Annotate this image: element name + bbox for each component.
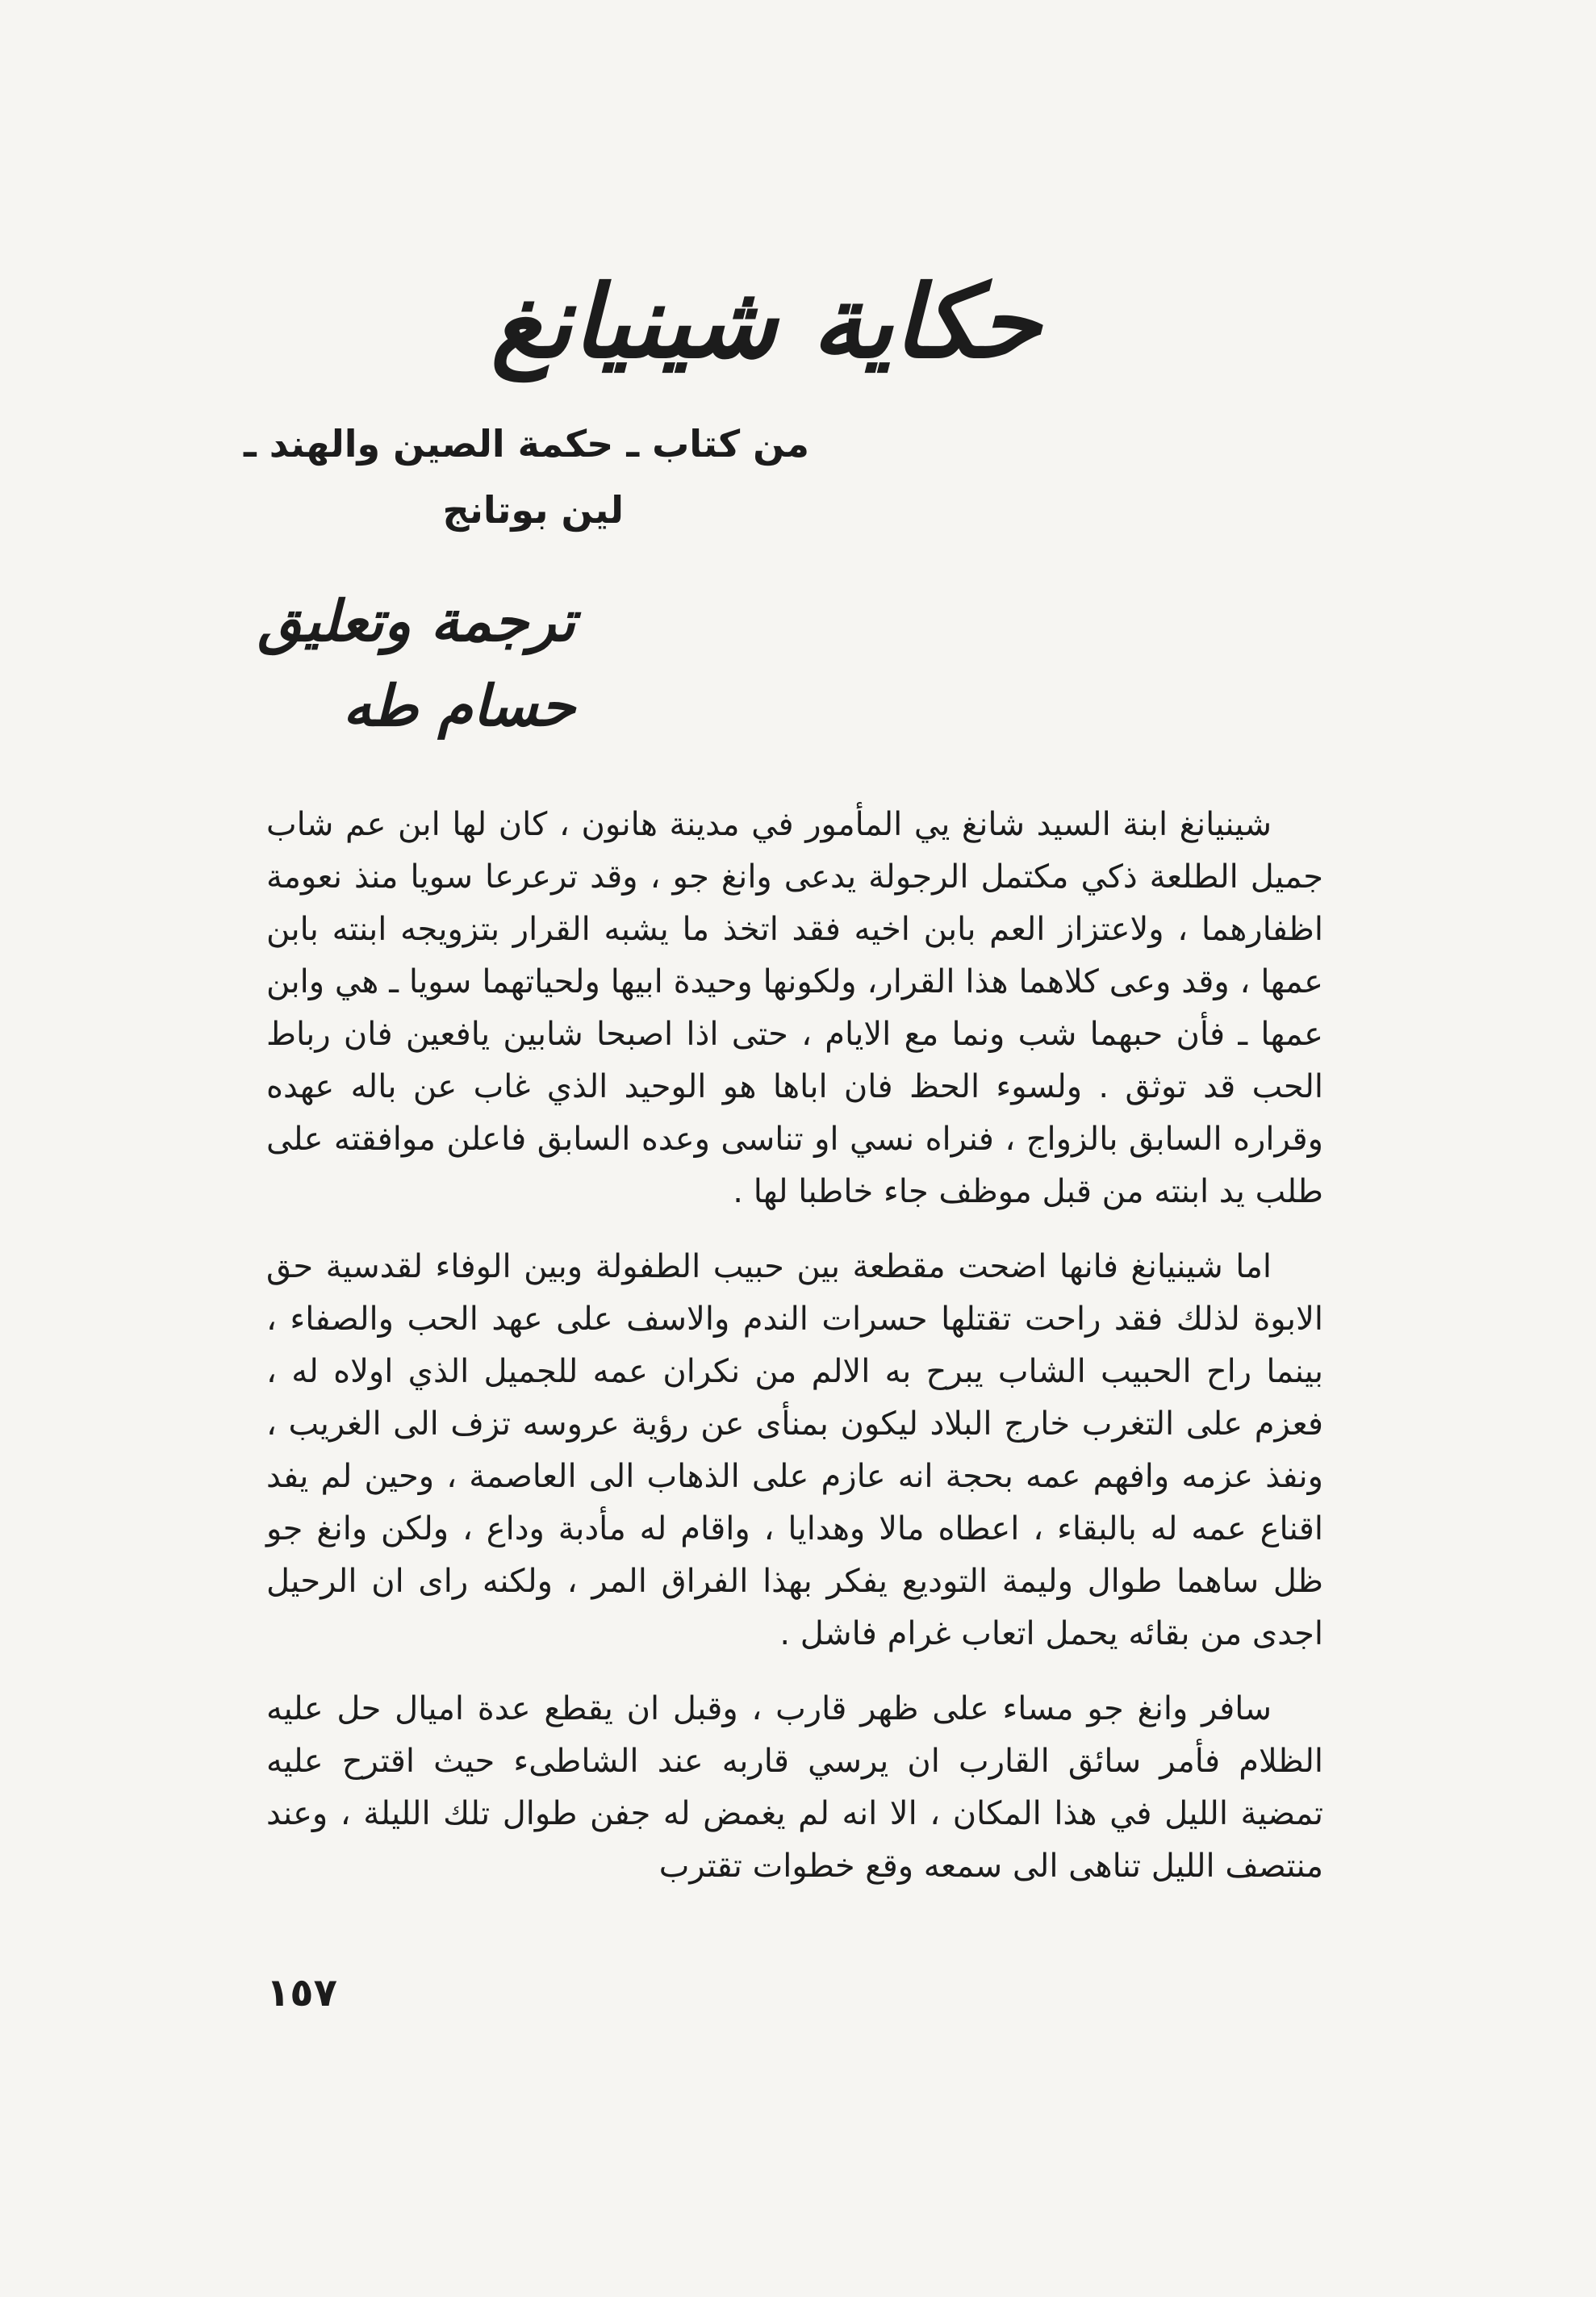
paragraph-3: سافر وانغ جو مساء على ظهر قارب ، وقبل ان يقطع عدة اميال حل عليه الظلام فأمر سائق القارب ان يرسي قاربه عند الشاطىء حيث اقترح عليه تمضية الليل في هذا المكان ، الا انه لم يغمض له جفن طوال تلك الليلة ، وعند منتصف الليل تناهى الى سمعه وقع خطوات تقترب [266, 1690, 1323, 1885]
paragraph-1: شينيانغ ابنة السيد شانغ يي المأمور في مدينة هانون ، كان لها ابن عم شاب جميل الطلعة ذكي مكتمل الرجولة يدعى وانغ جو ، وقد ترعرعا سويا منذ نعومة اظفارهما ، ولاعتزاز العم بابن اخيه فقد اتخذ ما يشبه القرار بتزويجه ابنته بابن عمها ، وقد وعى كلاهما هذا القرار، ولكونها وحيدة ابيها ولحياتهما سويا ـ هي وابن عمها ـ فأن حبهما شب ونما مع الايام ، حتى اذا اصبحا شابين يافعين فان رباط الحب قد توثق . ولسوء الحظ فان اباها هو الوحيد الذي غاب عن باله عهده وقراره السابق بالزواج ، فنراه نسي او تناسى وعده السابق فاعلن موافقته على طلب يد ابنته من قبل موظف جاء خاطبا لها . [266, 806, 1323, 1210]
page-number: ١٥٧ [266, 1970, 337, 2015]
source-book-line: من كتاب ـ حكمة الصين والهند ـ [244, 422, 809, 466]
translator-name: حسام طه [343, 672, 575, 739]
author-name: لين بوتانج [442, 488, 624, 532]
story-body [266, 799, 1323, 1915]
paragraph-2: اما شينيانغ فانها اضحت مقطعة بين حبيب الطفولة وبين الوفاء لقدسية حق الابوة لذلك فقد راحت تقتلها حسرات الندم والاسف على عهد الحب والصفاء ، بينما راح الحبيب الشاب يبرح به الالم من نكران عمه للجميل الذي اولاه له ، فعزم على التغرب خارج البلاد ليكون بمنأى عن رؤية عروسه تزف الى الغريب ، ونفذ عزمه وافهم عمه بحجة انه عازم على الذهاب الى العاصمة ، وحين لم يفد اقناع عمه له بالبقاء ، اعطاه مالا وهدايا ، واقام له مأدبة وداع ، ولكن وانغ جو ظل ساهما طوال وليمة التوديع يفكر بهذا الفراق المر ، ولكنه راى ان الرحيل اجدى من بقائه يحمل اتعاب غرام فاشل . [266, 1248, 1323, 1652]
story-title: حكاية شينيانغ [491, 264, 1041, 381]
translation-credit-label: ترجمة وتعليق [257, 587, 575, 654]
